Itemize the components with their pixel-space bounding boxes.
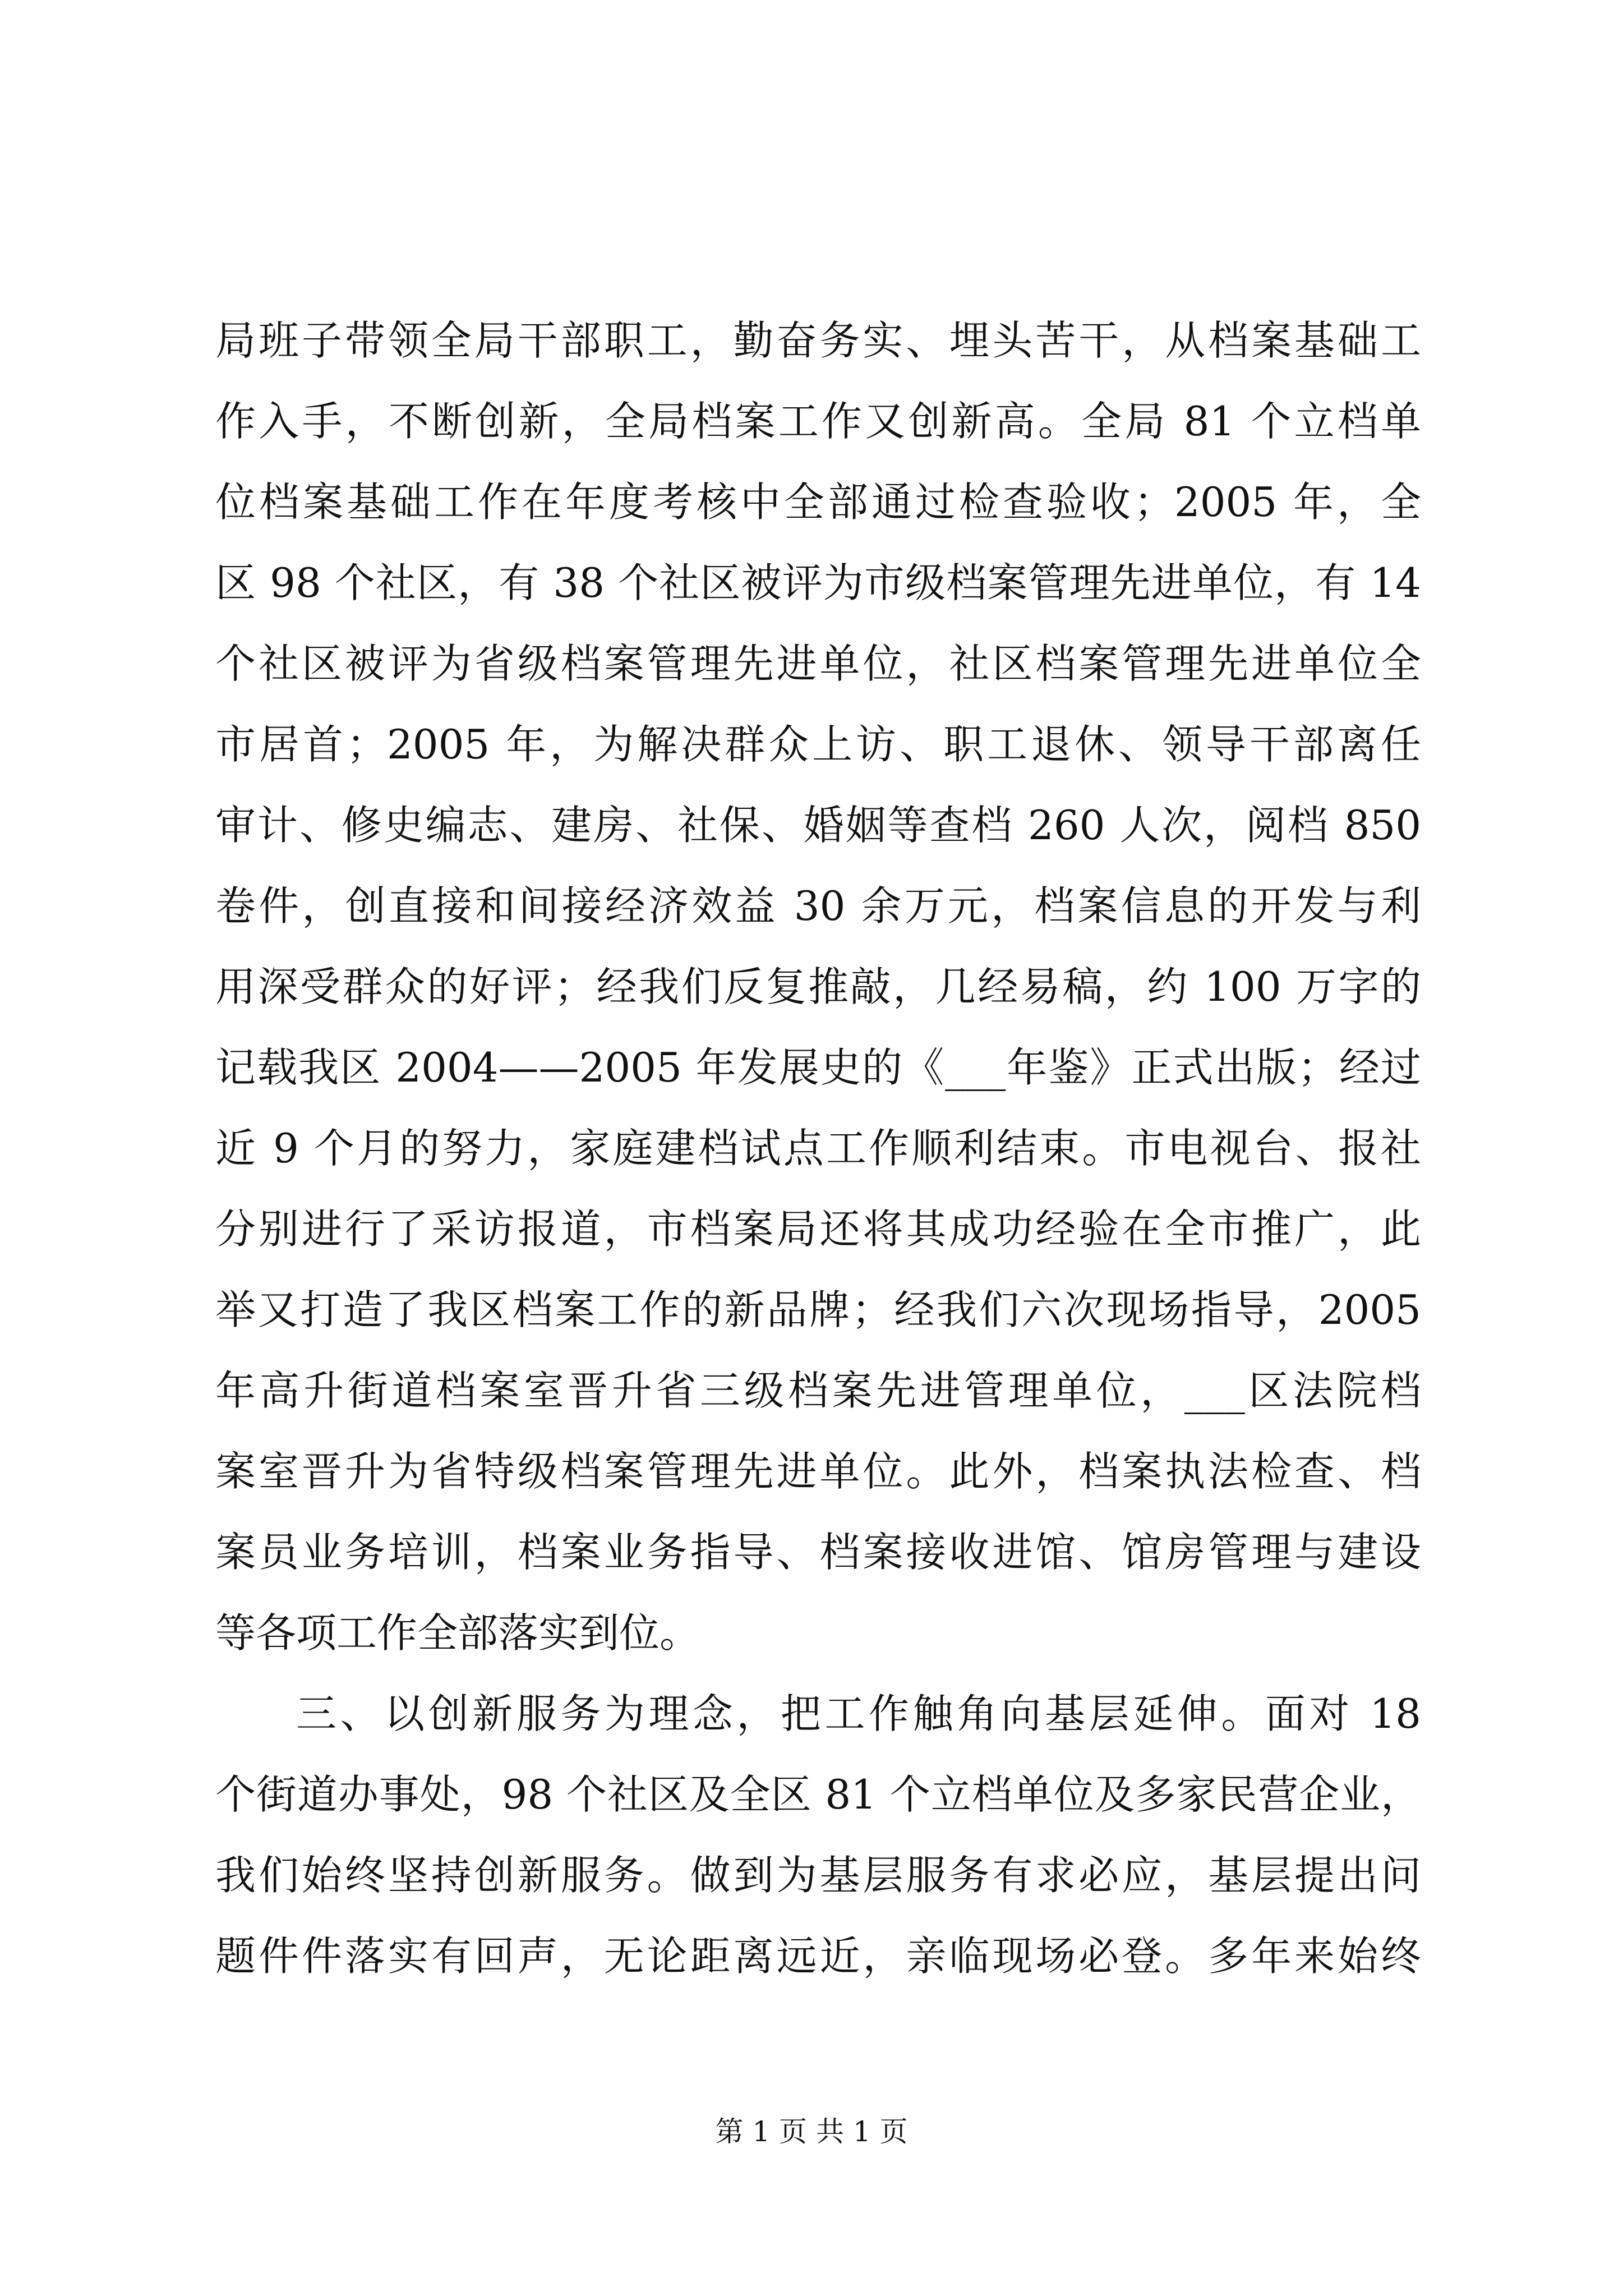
text-line-21: 题件件落实有回声，无论距离远近，亲临现场必登。多年来始终 xyxy=(215,1932,1421,1980)
page-number-label: 第 1 页 共 1 页 xyxy=(715,2115,908,2148)
text-line-12: 分别进行了采访报道，市档案局还将其成功经验在全市推广，此 xyxy=(215,1205,1421,1253)
text-line-13: 举又打造了我区档案工作的新品牌；经我们六次现场指导，2005 xyxy=(215,1286,1421,1333)
text-line-16: 案员业务培训，档案业务指导、档案接收进馆、馆房管理与建设 xyxy=(215,1529,1421,1576)
text-line-17: 等各项工作全部落实到位。 xyxy=(215,1609,700,1657)
page-footer xyxy=(0,2115,1623,2148)
text-line-5: 个社区被评为省级档案管理先进单位，社区档案管理先进单位全 xyxy=(215,640,1421,687)
text-line-15: 案室晋升为省特级档案管理先进单位。此外，档案执法检查、档 xyxy=(215,1448,1421,1495)
document-body xyxy=(215,300,1421,1996)
text-line-6: 市居首；2005 年，为解决群众上访、职工退休、领导干部离任 xyxy=(215,721,1421,768)
text-line-18: 三、以创新服务为理念，把工作触角向基层延伸。面对 18 xyxy=(296,1690,1421,1737)
text-line-9: 用深受群众的好评；经我们反复推敲，几经易稿，约 100 万字的 xyxy=(215,963,1421,1010)
text-line-14: 年高升街道档案室晋升省三级档案先进管理单位，___区法院档 xyxy=(215,1367,1421,1414)
text-line-8: 卷件，创直接和间接经济效益 30 余万元，档案信息的开发与利 xyxy=(215,882,1421,930)
text-line-10: 记载我区 2004——2005 年发展史的《___年鉴》正式出版；经过 xyxy=(215,1044,1421,1091)
text-line-19: 个街道办事处，98 个社区及全区 81 个立档单位及多家民营企业， xyxy=(215,1771,1421,1818)
text-line-20: 我们始终坚持创新服务。做到为基层服务有求必应，基层提出问 xyxy=(215,1852,1421,1899)
text-line-7: 审计、修史编志、建房、社保、婚姻等查档 260 人次，阅档 850 xyxy=(215,802,1421,849)
text-line-3: 位档案基础工作在年度考核中全部通过检查验收；2005 年，全 xyxy=(215,478,1421,526)
text-line-1: 局班子带领全局干部职工，勤奋务实、埋头苦干，从档案基础工 xyxy=(215,317,1421,364)
text-line-4: 区 98 个社区，有 38 个社区被评为市级档案管理先进单位，有 14 xyxy=(215,559,1421,606)
text-line-2: 作入手，不断创新，全局档案工作又创新高。全局 81 个立档单 xyxy=(215,398,1421,445)
text-line-11: 近 9 个月的努力，家庭建档试点工作顺利结束。市电视台、报社 xyxy=(215,1125,1421,1172)
